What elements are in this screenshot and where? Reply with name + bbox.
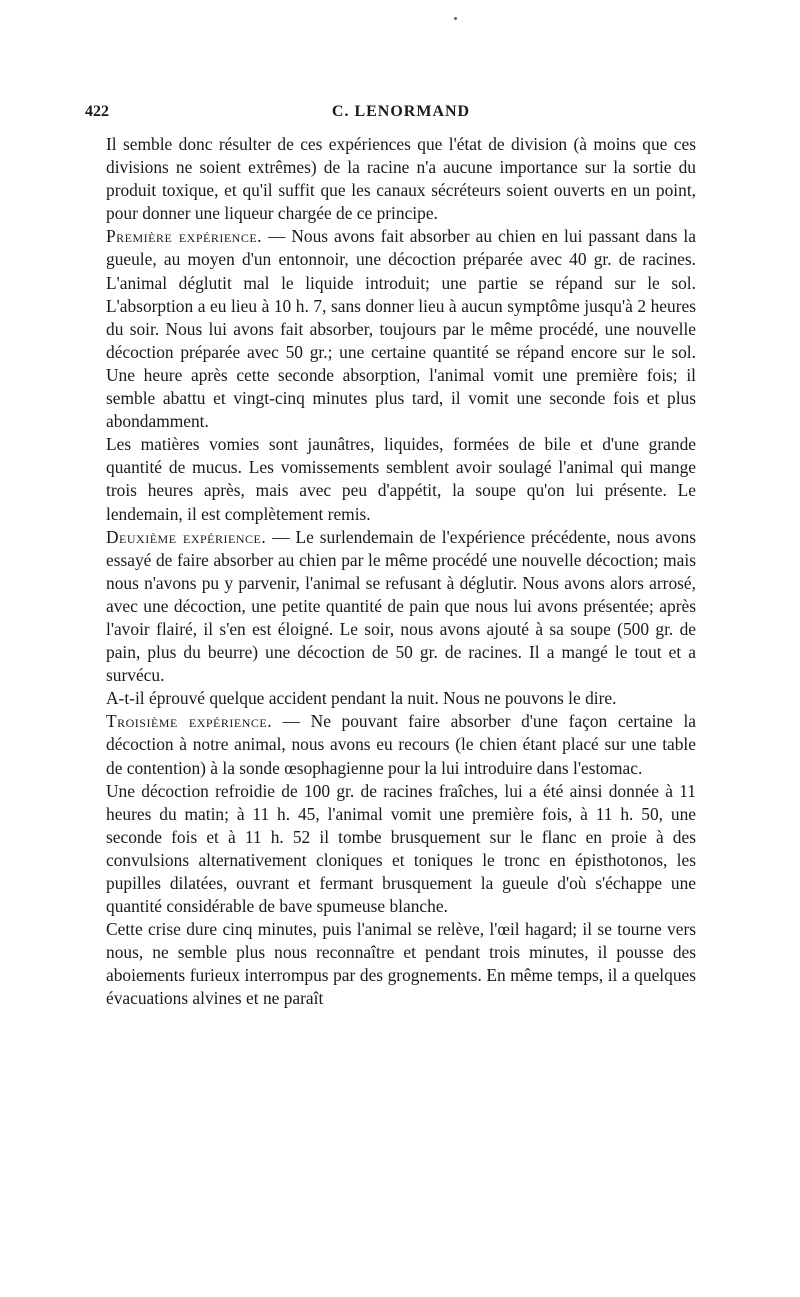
paragraph-text: Les matières vomies sont jaunâtres, liquides, formées de bile et d'une grande quantité de mucus. Les vomissements semblent avoir soulagé l'animal qui mange trois heures après, mais avec peu d'appétit, la soupe qu'on lui présente. Le lendemain, il est complètement remis.	[106, 434, 696, 524]
experiment-heading: Deuxième expérience.	[106, 526, 267, 547]
paragraph-text: A-t-il éprouvé quelque accident pendant la nuit. Nous ne pouvons le dire.	[106, 688, 617, 709]
paragraph-text: — Ne pouvant faire absorber d'une façon certaine la décoction à notre animal, nous avons eu recours (le chien étant placé sur une table de contention) à la sonde œsophagienne pour la lui introduire dans l'estomac.	[106, 711, 696, 778]
paragraph-text: — Nous avons fait absorber au chien en lui passant dans la gueule, au moyen d'un entonnoir, une décoction préparée avec 40 gr. de racines. L'animal déglutit mal le liquide introduit; une partie se répand sur le sol. L'absorption a eu lieu à 10 h. 7, sans donner lieu à aucun symptôme jusqu'à 2 heures du soir. Nous lui avons fait absorber, toujours par le même procédé, une nouvelle décoction préparée avec 50 gr.; une certaine quantité se répand encore sur le sol. Une heure après cette seconde absorption, l'animal vomit une première fois; il semble abattu et vingt-cinq minutes plus tard, il vomit une seconde fois et plus abondamment.	[106, 226, 696, 432]
page	[85, 103, 696, 1011]
experiment-heading: Troisième expérience.	[106, 711, 273, 732]
paragraph-text: — Le surlendemain de l'expérience précédente, nous avons essayé de faire absorber au chien par le même procédé une nouvelle décoction; mais nous n'avons pu y parvenir, l'animal se refusant à déglutir. Nous avons alors arrosé, avec une décoction, une petite quantité de pain que nous lui avons présentée; après l'avoir flairé, il s'en est éloigné. Le soir, nous avons ajouté à sa soupe (500 gr. de pain, plus du beurre) une décoction de 50 gr. de racines. Il a mangé le tout et a survécu.	[106, 526, 696, 686]
paragraph	[106, 526, 696, 688]
paragraph	[106, 433, 696, 525]
paragraph	[106, 687, 696, 710]
paragraph	[106, 918, 696, 1010]
experiment-heading: Première expérience.	[106, 226, 262, 247]
paragraph-text: Cette crise dure cinq minutes, puis l'animal se relève, l'œil hagard; il se tourne vers nous, ne semble plus nous reconnaître et pendant trois minutes, il pousse des aboiements furieux interrompus par des grognements. En même temps, il a quelques évacuations alvines et ne paraît	[106, 919, 696, 1009]
stray-dot	[454, 17, 457, 20]
running-head: C. LENORMAND	[331, 103, 471, 120]
page-header	[85, 103, 696, 133]
paragraph-text: Il semble donc résulter de ces expériences que l'état de division (à moins que ces divisions ne soient extrêmes) de la racine n'a aucune importance sur la sortie du produit toxique, et qu'il suffit que les canaux sécréteurs soient ouverts en un point, pour donner une liqueur chargée de ce principe.	[106, 134, 696, 224]
page-number: 422	[85, 103, 109, 120]
body-text	[106, 133, 696, 1011]
paragraph	[106, 780, 696, 919]
paragraph-text: Une décoction refroidie de 100 gr. de racines fraîches, lui a été ainsi donnée à 11 heures du matin; à 11 h. 45, l'animal vomit une première fois, à 11 h. 50, une seconde fois et à 11 h. 52 il tombe brusquement sur le flanc en proie à des convulsions alternativement cloniques et toniques le tronc en épisthotonos, les pupilles dilatées, ouvrant et fermant brusquement la gueule d'où s'échappe une quantité considérable de bave spumeuse blanche.	[106, 780, 696, 917]
paragraph	[106, 225, 696, 433]
paragraph	[106, 710, 696, 779]
paragraph	[106, 133, 696, 225]
